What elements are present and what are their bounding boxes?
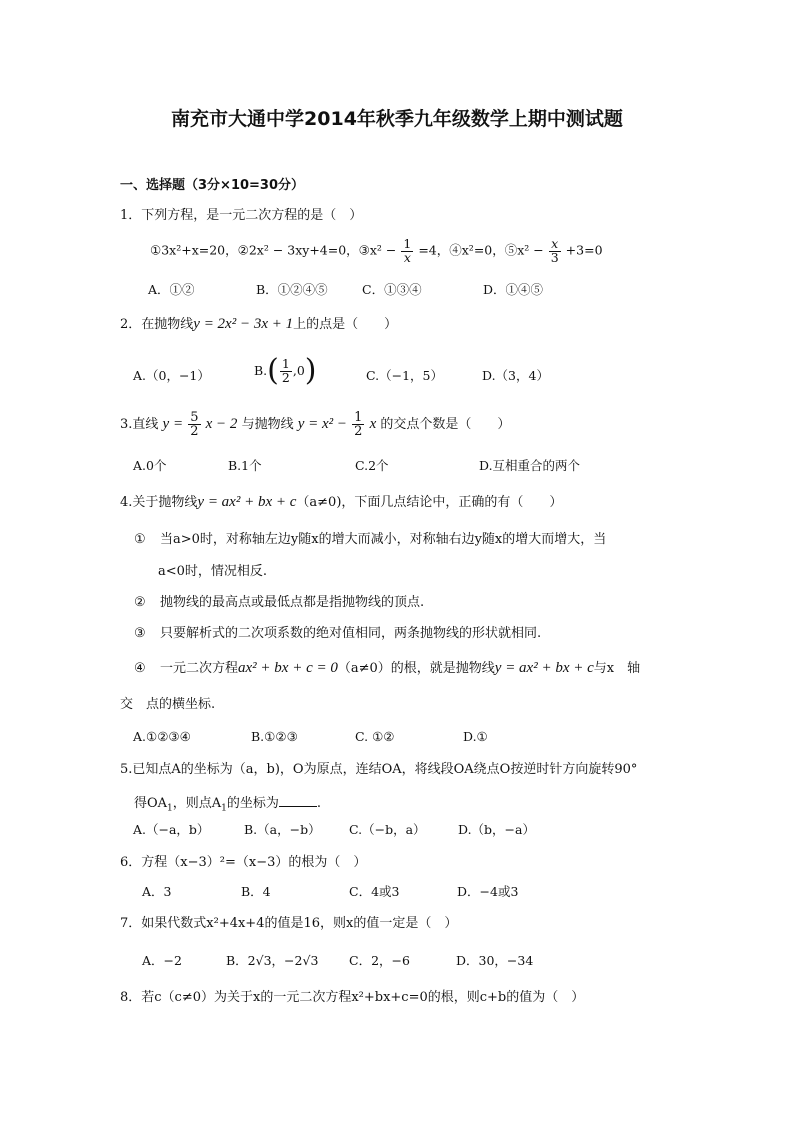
question-4-stem: [120, 495, 562, 510]
q4-option-c: C. ①②: [355, 729, 395, 744]
q6-option-c: C．4或3: [349, 884, 400, 899]
q1-frac2-num: x: [549, 238, 561, 252]
q7-option-b: B．2√3，−2√3: [226, 953, 319, 968]
question-5-line1: 5.已知点A的坐标为（a，b)，O为原点，连结OA，将线段OA绕点O按逆时针方向旋转90°: [120, 762, 638, 777]
q5-sub-2: 1: [221, 803, 227, 814]
q2-left-paren: (: [267, 353, 279, 388]
q4-statement-1-line1: 当a>0时，对称轴左边y随x的增大而减小，对称轴右边y随x的增大而增大，当: [160, 532, 607, 547]
question-1-equations: [150, 238, 603, 264]
question-5-line2: [134, 794, 322, 814]
q4-statement-1-mark: ①: [134, 532, 146, 547]
q1-frac1-num: 1: [403, 236, 412, 251]
q2-fraction-half: [280, 358, 292, 384]
q5-option-b: B.（a，−b）: [244, 822, 321, 837]
q3-option-c: C.2个: [355, 458, 389, 473]
q3-parabola-y: y = x² −: [297, 416, 348, 432]
q4-option-b: B.①②③: [251, 729, 298, 744]
q3-par-den: 2: [354, 424, 363, 439]
q4-stem-post: （a≠0)，下面几点结论中，正确的有（ ）: [296, 495, 563, 510]
page-title: 南充市大通中学2014年秋季九年级数学上期中测试题: [171, 108, 623, 130]
q5-option-d: D.（b，−a）: [458, 822, 535, 837]
q7-option-a: A．−2: [142, 953, 182, 968]
question-7-stem: 7．如果代数式x²+4x+4的值是16，则x的值一定是（ ）: [120, 916, 458, 931]
question-2-stem: [120, 317, 397, 332]
q2-option-d: D.（3，4）: [482, 368, 549, 383]
question-3-stem: [120, 411, 510, 438]
q3-mid: 与抛物线: [241, 417, 294, 432]
q4-statement-3: 只要解析式的二次项系数的绝对值相同，两条抛物线的形状就相同.: [160, 626, 542, 641]
q1-option-b: B．①②④⑤: [256, 282, 328, 297]
q4-option-d: D.①: [463, 729, 488, 744]
q5-sub-1: 1: [167, 803, 173, 814]
q5-line2-post: 的坐标为: [226, 796, 279, 811]
q7-option-d: D．30，−34: [456, 953, 534, 968]
q4-parabola-equation: y = ax² + bx + c: [197, 494, 297, 510]
q4-statement-4: [160, 661, 640, 676]
question-6-stem: 6．方程（x−3）²=（x−3）的根为（ ）: [120, 855, 367, 870]
q3-par-num: 1: [354, 410, 363, 425]
q1-frac1-den: x: [403, 249, 411, 265]
q5-answer-blank: [279, 794, 317, 807]
question-8-stem: 8．若c（c≠0）为关于x的一元二次方程x²+bx+c=0的根，则c+b的值为（ ）: [120, 990, 585, 1005]
q3-fraction-5-2: [188, 411, 200, 438]
q5-line2-mid: ，则点A: [172, 796, 222, 811]
q1-eq-part1: ①3x²+x=20，②2x² − 3xy+4=0，③x² −: [150, 242, 397, 258]
q4-statement-4-line2: 交 点的横坐标.: [120, 697, 216, 712]
q5-option-a: A.（−a，b）: [133, 822, 210, 837]
q2-parabola-equation: y = 2x² − 3x + 1: [193, 316, 294, 332]
q4-statement-2: 抛物线的最高点或最低点都是指抛物线的顶点.: [160, 595, 425, 610]
q4-s4-mid: （a≠0）的根，就是抛物线: [337, 661, 495, 676]
q4-statement-2-mark: ②: [134, 595, 146, 610]
q2-option-b: [254, 353, 317, 388]
q3-option-b: B.1个: [228, 458, 262, 473]
q2-frac-den: 2: [281, 369, 290, 385]
q2-optb-zero: ,0: [292, 362, 305, 378]
section-heading-choice: 一、选择题（3分×10=30分）: [120, 178, 305, 193]
q1-fraction-1-over-x: [401, 238, 413, 264]
q5-line2-end: .: [316, 796, 322, 811]
q4-s4-parabola: y = ax² + bx + c: [494, 660, 594, 676]
q2-optb-label: B.: [254, 362, 268, 378]
q4-s4-equation: ax² + bx + c = 0: [238, 660, 338, 676]
q6-option-a: A．3: [142, 884, 172, 899]
q1-option-c: C．①③④: [362, 282, 422, 297]
q3-line-y: y =: [162, 416, 184, 432]
q2-stem-post: 上的点是（ ）: [293, 317, 398, 332]
q7-option-c: C．2，−6: [349, 953, 410, 968]
q4-statement-3-mark: ③: [134, 626, 146, 641]
q1-eq-part2: =4，④x²=0，⑤x² −: [418, 242, 544, 258]
q1-option-a: A．①②: [148, 282, 195, 297]
q4-stem-pre: 4.关于抛物线: [120, 495, 198, 510]
q3-option-a: A.0个: [133, 458, 167, 473]
q3-option-d: D.互相重合的两个: [479, 458, 581, 473]
q6-option-b: B．4: [241, 884, 271, 899]
q5-line2-pre: 得OA: [134, 796, 168, 811]
q1-option-d: D．①④⑤: [483, 282, 544, 297]
q4-statement-4-mark: ④: [134, 661, 146, 676]
q1-fraction-x-over-3: [549, 238, 561, 264]
q1-frac2-den: 3: [550, 249, 559, 265]
q2-right-paren: ): [304, 353, 317, 388]
q3-par-rest: x: [369, 416, 377, 432]
q2-option-c: C.（−1，5）: [366, 368, 443, 383]
q4-s4-post: 与x 轴: [593, 661, 641, 676]
q4-statement-1-line2: a<0时，情况相反.: [158, 564, 268, 579]
q2-stem-pre: 2．在抛物线: [120, 317, 194, 332]
q3-stem-post: 的交点个数是（ ）: [380, 417, 511, 432]
q5-option-c: C.（−b，a）: [349, 822, 426, 837]
q3-stem-pre: 3.直线: [120, 417, 159, 432]
q4-option-a: A.①②③④: [133, 729, 191, 744]
q3-fraction-1-2: [352, 411, 364, 438]
question-1-stem: 1．下列方程，是一元二次方程的是（ ）: [120, 208, 363, 223]
q4-s4-pre: 一元二次方程: [160, 661, 239, 676]
q3-line-num: 5: [190, 410, 199, 425]
q3-line-rest: x − 2: [205, 416, 238, 432]
q2-frac-num: 1: [281, 356, 290, 371]
q3-line-den: 2: [190, 424, 199, 439]
q1-eq-part3: +3=0: [565, 242, 603, 258]
q2-option-a: A.（0，−1）: [133, 368, 210, 383]
q6-option-d: D．−4或3: [457, 884, 519, 899]
